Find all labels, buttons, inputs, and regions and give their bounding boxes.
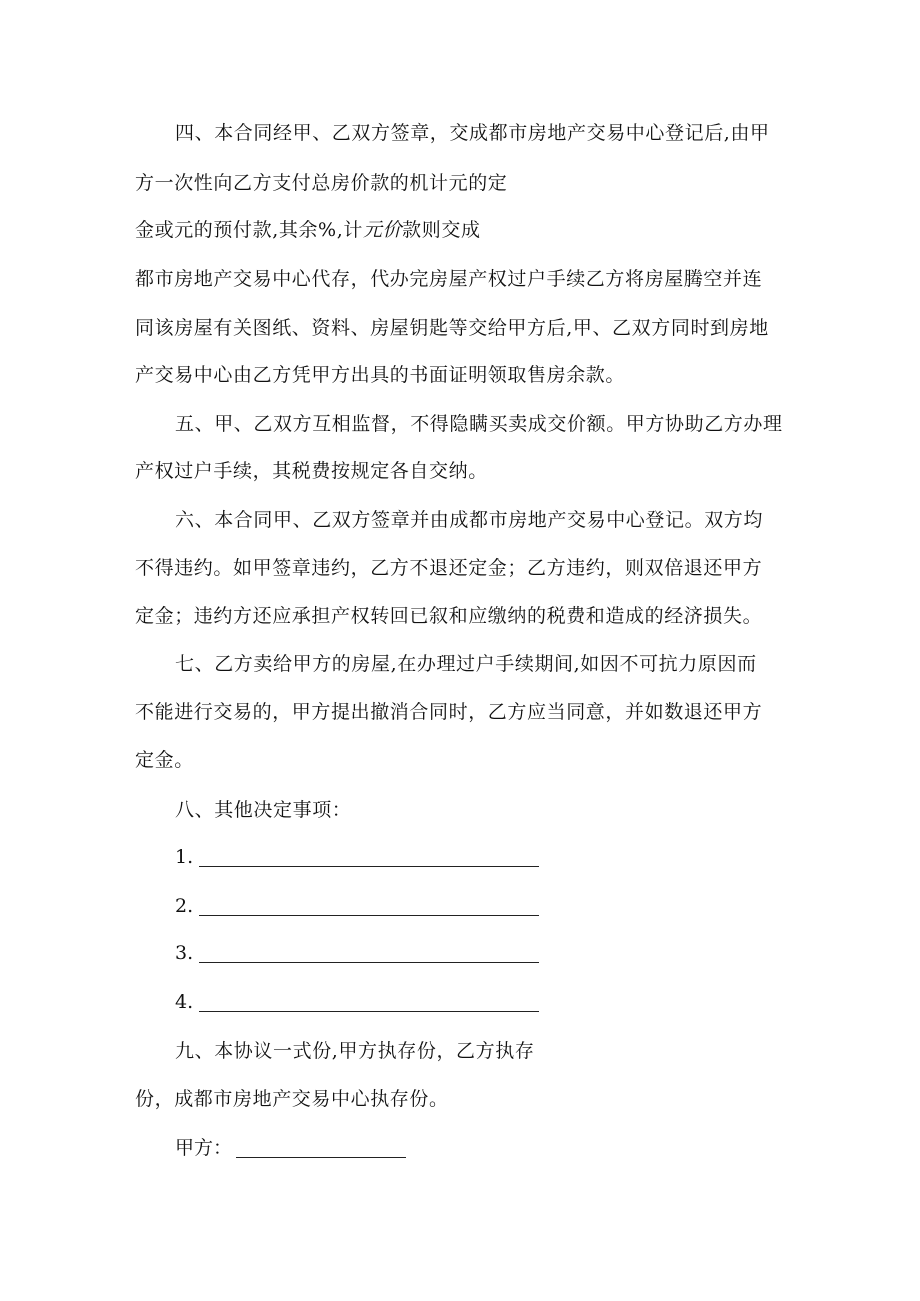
s8-item-2 (175, 894, 539, 918)
s4-line3c: 款则交成 (402, 219, 481, 241)
party-a-signature-blank[interactable] (236, 1156, 406, 1158)
s4-line1: 四、本合同经甲、乙双方签章，交成都市房地产交易中心登记后,由甲 (175, 122, 770, 144)
s4-line3a: 金或元的预付款,其余%,计 (135, 219, 363, 241)
s4-line5: 同该房屋有关图纸、资料、房屋钥匙等交给甲方后,甲、乙双方同时到房地 (135, 317, 769, 339)
s6-line2: 不得违约。如甲签章违约，乙方不退还定金；乙方违约，则双倍退还甲方 (135, 557, 763, 579)
s8-item-3 (175, 941, 539, 965)
s9-line2: 份，成都市房地产交易中心执存份。 (135, 1088, 449, 1110)
s6-line1: 六、本合同甲、乙双方签章并由成都市房地产交易中心登记。双方均 (175, 509, 764, 531)
s8-item-4 (175, 990, 539, 1014)
s9-line1: 九、本协议一式份,甲方执存份，乙方执存 (175, 1040, 535, 1062)
s8-item-3-blank[interactable] (199, 961, 539, 963)
s5-line1: 五、甲、乙双方互相监督，不得隐瞒买卖成交价额。甲方协助乙方办理 (175, 413, 783, 435)
party-a-label: 甲方： (175, 1137, 233, 1159)
s4-line3b: 元价 (362, 219, 403, 241)
s7-line3: 定金。 (135, 749, 194, 771)
s8-item-1-number: 1. (175, 846, 194, 868)
s7-line1: 七、乙方卖给甲方的房屋,在办理过户手续期间,如因不可抗力原因而 (175, 653, 757, 675)
s6-line3: 定金；违约方还应承担产权转回已叙和应缴纳的税费和造成的经济损失。 (135, 605, 763, 627)
s8-heading: 八、其他决定事项： (175, 799, 352, 821)
s8-item-2-number: 2. (175, 895, 194, 917)
s8-item-1-blank[interactable] (199, 865, 539, 867)
s4-line6: 产交易中心由乙方凭甲方出具的书面证明领取售房余款。 (135, 364, 626, 386)
s4-line3 (135, 218, 481, 242)
s8-item-4-number: 4. (175, 991, 194, 1013)
s8-item-3-number: 3. (175, 942, 194, 964)
s8-item-1 (175, 845, 539, 869)
s8-item-2-blank[interactable] (199, 914, 539, 916)
s4-line4: 都市房地产交易中心代存，代办完房屋产权过户手续乙方将房屋腾空并连 (135, 268, 763, 290)
signature-party-a (175, 1136, 406, 1160)
s7-line2: 不能进行交易的，甲方提出撤消合同时，乙方应当同意，并如数退还甲方 (135, 701, 763, 723)
s8-item-4-blank[interactable] (199, 1010, 539, 1012)
s5-line2: 产权过户手续，其税费按规定各自交纳。 (135, 460, 488, 482)
s4-line2: 方一次性向乙方支付总房价款的机计元的定 (135, 172, 508, 194)
